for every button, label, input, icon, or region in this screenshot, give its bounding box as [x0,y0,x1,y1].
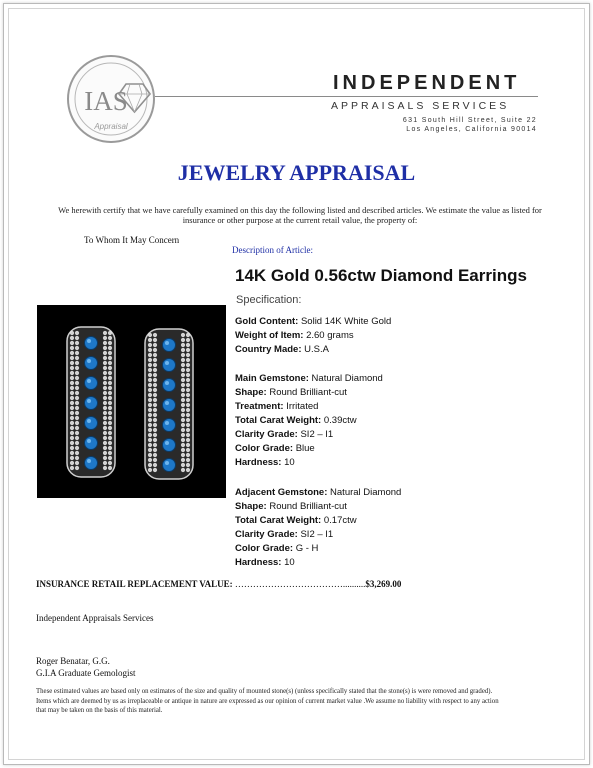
signer-title: G.I.A Graduate Gemologist [36,668,136,678]
ias-logo-icon [66,54,156,144]
insurance-value [36,579,401,589]
spec-row: Color Grade: Blue [235,443,315,454]
spec-row: Hardness: 10 [235,557,295,568]
logo-text: IAS [84,86,128,116]
spec-row: Total Carat Weight: 0.39ctw [235,415,357,426]
general-specs [235,315,391,357]
company-subtitle: APPRAISALS SERVICES [331,100,510,112]
spec-row: Country Made: U.S.A [235,344,329,355]
disclaimer: These estimated values are based only on estimates of the size and quality of mounted stone(s) (unless specifically stated that the stone(s) is were removed and graded). Items which are deemed by us as irreplaceable or antique in nature are expressed as our opinion of current market value .We assume no liability with respect to any action that may be taken on the basis of this material. [36,688,499,714]
insurance-amount: $3,269.00 [365,579,402,589]
spec-row: Treatment: Irritated [235,401,319,412]
signer-name: Roger Benatar, G.G. [36,656,110,666]
address-line-1: 631 South Hill Street, Suite 22 [402,117,537,124]
insurance-leader-dots: ……………………………….......... [234,579,366,589]
earrings-photo [37,305,226,498]
spec-row: Hardness: 10 [235,457,295,468]
spec-row: Weight of Item: 2.60 grams [235,330,354,341]
earring-right [145,329,193,479]
spec-row: Total Carat Weight: 0.17ctw [235,515,357,526]
spec-row: Adjacent Gemstone: Natural Diamond [235,487,402,498]
main-gemstone-specs [235,372,383,470]
header-divider [155,96,538,97]
recipient: To Whom It May Concern [84,235,180,245]
spec-row: Clarity Grade: SI2 – I1 [235,429,334,440]
spec-row: Shape: Round Brilliant-cut [235,501,347,512]
document-title: JEWELRY APPRAISAL [177,160,416,185]
spec-row: Shape: Round Brilliant-cut [235,387,347,398]
spec-row: Gold Content: Solid 14K White Gold [235,316,392,327]
description-label: Description of Article: [232,245,313,255]
earring-left [67,327,115,477]
logo-ring-text: Appraisal [94,122,128,131]
spec-row: Clarity Grade: SI2 – I1 [235,529,334,540]
specification-label: Specification: [236,294,302,306]
certification-text: We herewith certify that we have carefully examined on this day the following listed and described articles. We estimate the value as listed for insurance or other purpose at the current retail value, the property of: [58,205,542,225]
company-name: INDEPENDENT [333,72,521,94]
insurance-label: INSURANCE RETAIL REPLACEMENT VALUE: [36,579,233,589]
footer-company: Independent Appraisals Services [36,613,154,623]
item-name: 14K Gold 0.56ctw Diamond Earrings [235,266,527,285]
spec-row: Color Grade: G - H [235,543,319,554]
adjacent-gemstone-specs [235,486,401,570]
spec-row: Main Gemstone: Natural Diamond [235,373,383,384]
address-line-2: Los Angeles, California 90014 [406,126,537,133]
